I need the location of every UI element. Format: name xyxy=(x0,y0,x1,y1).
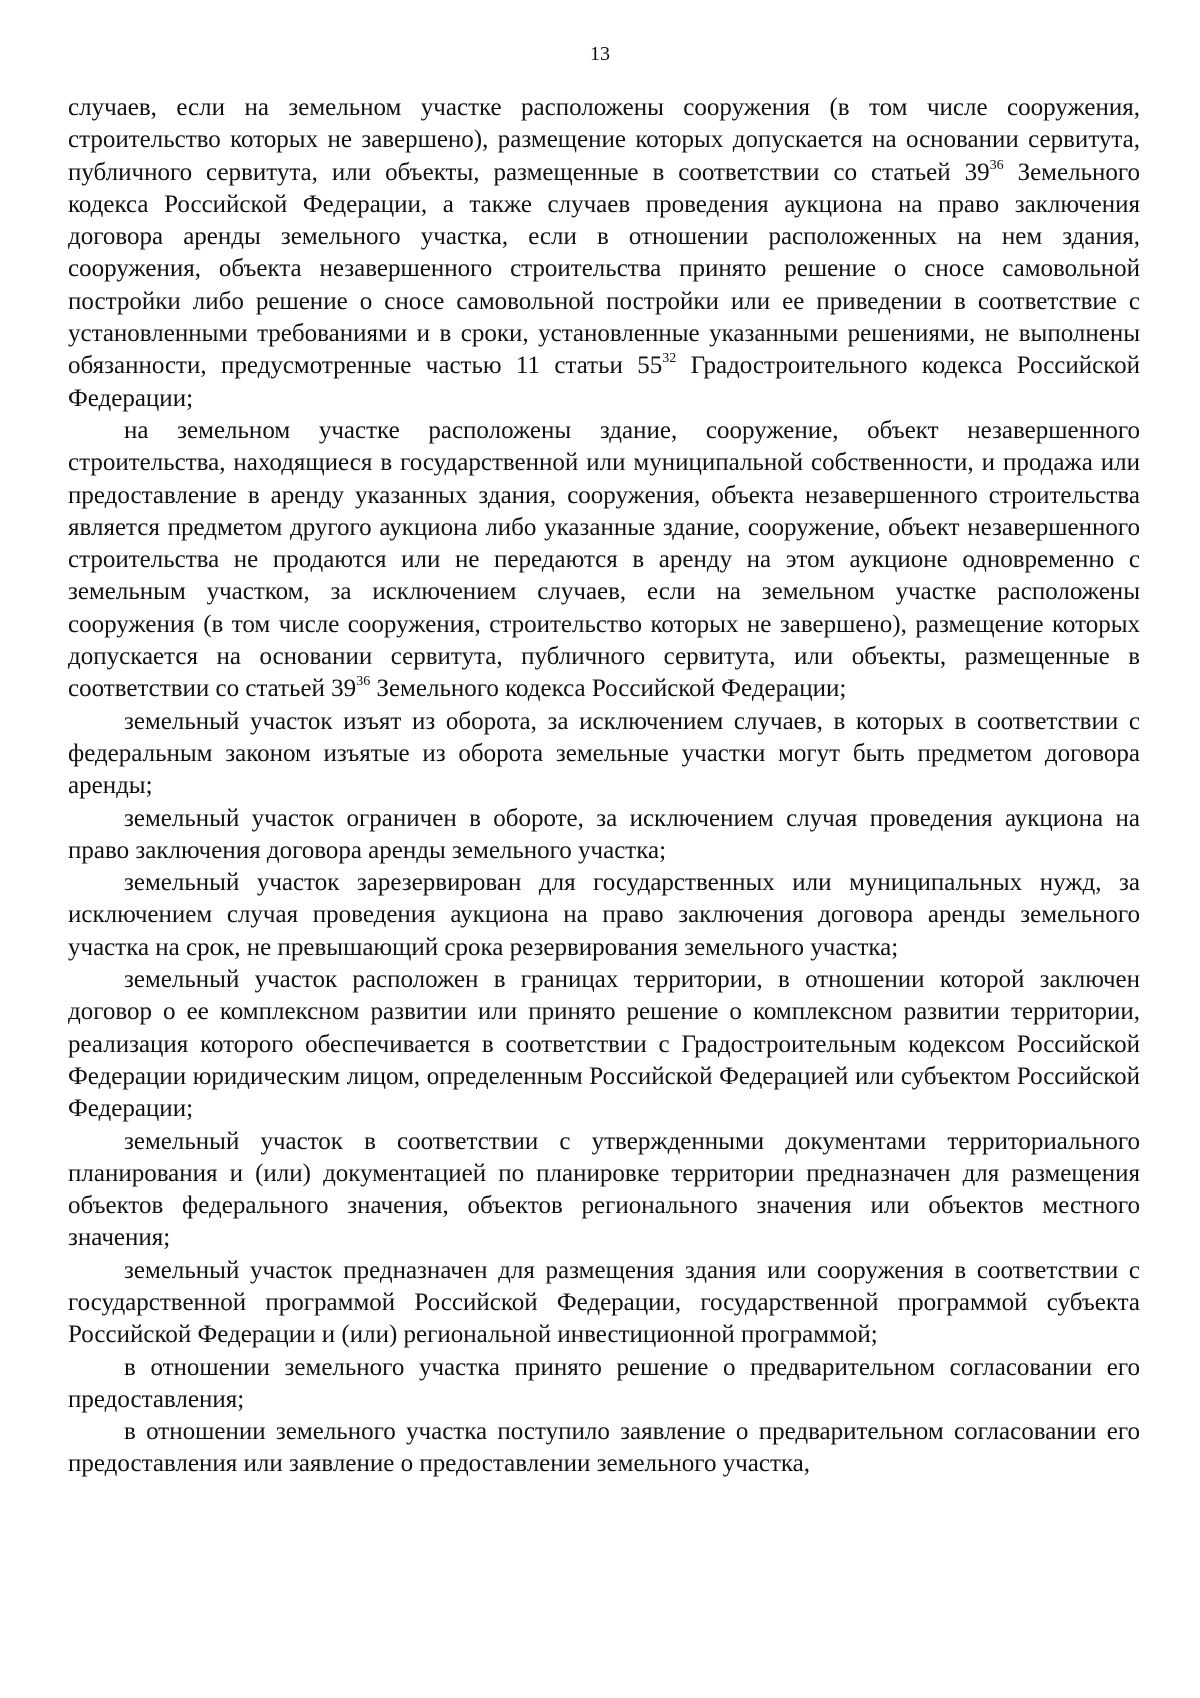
paragraph xyxy=(68,803,1140,868)
paragraph-text: земельный участок изъят из оборота, за исключением случаев, в которых в соответствии с федеральным законом изъятые из оборота земельные участки могут быть предметом договора аренды; xyxy=(68,707,1140,800)
paragraph xyxy=(68,1255,1140,1352)
paragraph-text: земельный участок предназначен для размещения здания или сооружения в соответствии с государственной программой Российской Федерации, государственной программой субъекта Российской Федерации и (или) региональной инвестиционной программой; xyxy=(68,1256,1140,1349)
paragraph-text: земельный участок ограничен в обороте, за исключением случая проведения аукциона на право заключения договора аренды земельного участка; xyxy=(68,804,1140,864)
paragraph xyxy=(68,964,1140,1125)
superscript-ref: 32 xyxy=(662,351,677,367)
paragraph-text: земельный участок зарезервирован для государственных или муниципальных нужд, за исключением случая проведения аукциона на право заключения договора аренды земельного участка на срок, не превышающий срока резервирования земельного участка; xyxy=(68,869,1140,961)
paragraph xyxy=(68,1416,1140,1481)
paragraph-text: Земельного кодекса Российской Федерации; xyxy=(370,675,847,703)
superscript-ref: 36 xyxy=(356,674,371,690)
paragraph-text: в отношении земельного участка принято решение о предварительном согласовании его предоставления; xyxy=(68,1353,1140,1413)
paragraph xyxy=(68,1352,1140,1417)
paragraph-text: Земельного кодекса Российской Федерации, а также случаев проведения аукциона на право заключения договора аренды земельного участка, если в отношении расположенных на нем здания, сооружения, объекта незавершенного строительства принято решение о сносе самовольной постройки либо решение о сносе самовольной постройки или ее приведении в соответствие с установленными требованиями и в сроки, установленные указанными решениями, не выполнены обязанности, предусмотренные частью 11 статьи 55 xyxy=(68,158,1140,380)
paragraph xyxy=(68,415,1140,706)
paragraph-text: в отношении земельного участка поступило заявление о предварительном согласовании его предоставления или заявление о предоставлении земельного участка, xyxy=(68,1418,1140,1478)
paragraph xyxy=(68,92,1140,415)
paragraph xyxy=(68,706,1140,803)
paragraph-text: земельный участок расположен в границах территории, в отношении которой заключен договор о ее комплексном развитии или принято решение о комплексном развитии территории, реализация которого обеспечивается в соответствии с Градостроительным кодексом Российской Федерации юридическим лицом, определенным Российской Федерацией или субъектом Российской Федерации; xyxy=(68,966,1140,1123)
paragraph-text: на земельном участке расположены здание, сооружение, объект незавершенного строительства, находящиеся в государственной или муниципальной собственности, и продажа или предоставление в аренду указанных здания, сооружения, объекта незавершенного строительства является предметом другого аукциона либо указанные здание, сооружение, объект незавершенного строительства не продаются или не передаются в аренду на этом аукционе одновременно с земельным участком, за исключением случаев, если на земельном участке расположены сооружения (в том числе сооружения, строительство которых не завершено), размещение которых допускается на основании сервитута, публичного сервитута, или объекты, размещенные в соответствии со статьей 39 xyxy=(68,416,1140,703)
superscript-ref: 36 xyxy=(989,157,1004,173)
page-number: 13 xyxy=(590,43,610,65)
paragraph-text: земельный участок в соответствии с утвержденными документами территориального планирования и (или) документацией по планировке территории предназначен для размещения объектов федерального значения, объектов регионального значения или объектов местного значения; xyxy=(68,1127,1140,1252)
paragraph xyxy=(68,1126,1140,1255)
paragraph-text: Градостроительного кодекса Российской Федерации; xyxy=(68,352,1140,412)
paragraph-text: случаев, если на земельном участке расположены сооружения (в том числе сооружения, строительство которых не завершено), размещение которых допускается на основании сервитута, публичного сервитута, или объекты, размещенные в соответствии со статьей 39 xyxy=(68,94,1140,186)
paragraph xyxy=(68,867,1140,964)
body-text xyxy=(68,92,1140,1481)
